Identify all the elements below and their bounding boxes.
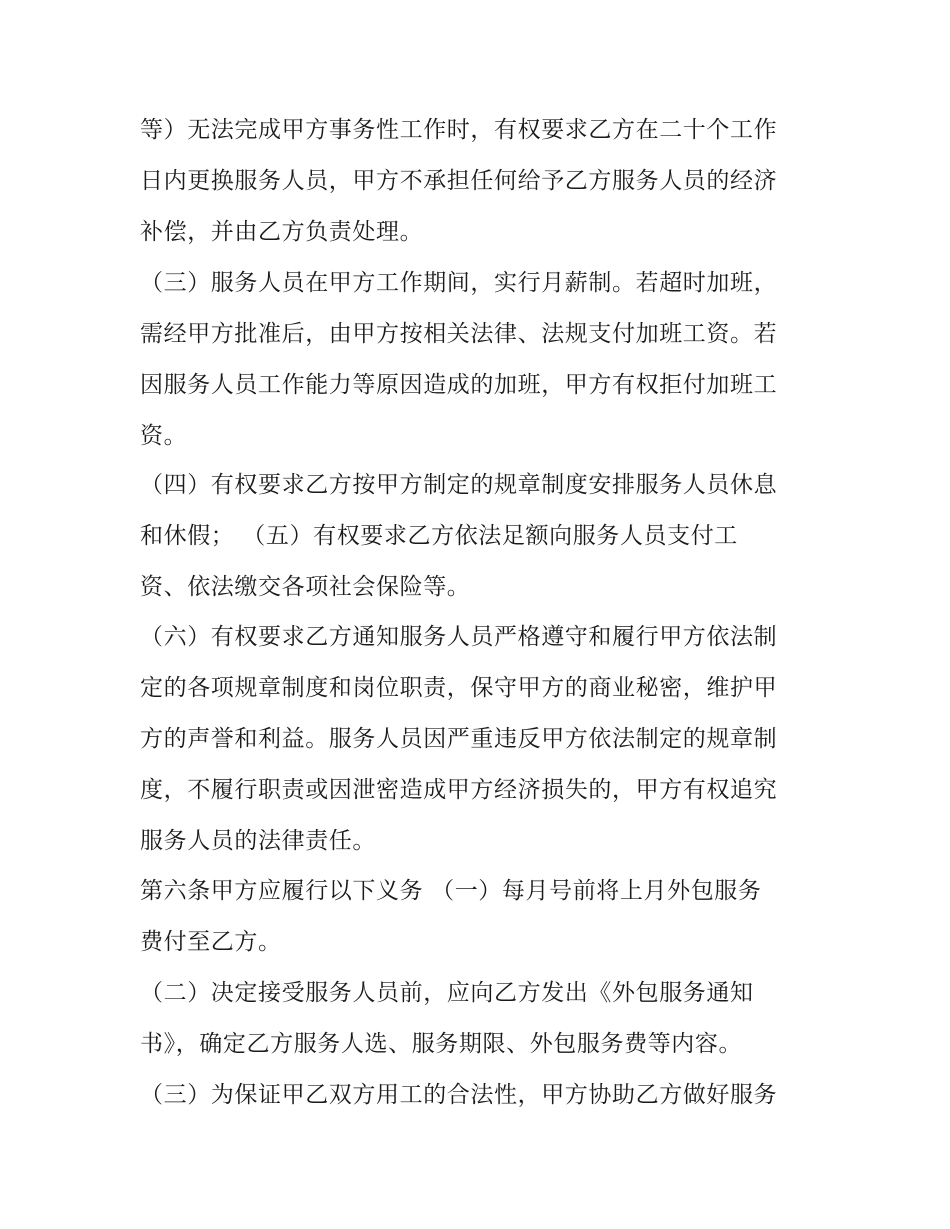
text-line: （六）有权要求乙方通知服务人员严格遵守和履行甲方依法制 xyxy=(140,624,778,650)
text-line: 补偿，并由乙方负责处理。 xyxy=(140,219,424,245)
text-line: 日内更换服务人员，甲方不承担任何给予乙方服务人员的经济 xyxy=(140,168,778,194)
text-line: 方的声誉和利益。服务人员因严重违反甲方依法制定的规章制 xyxy=(140,726,778,752)
text-line: （三）为保证甲乙双方用工的合法性，甲方协助乙方做好服务 xyxy=(140,1082,778,1108)
text-line: 和休假； （五）有权要求乙方依法足额向服务人员支付工 xyxy=(140,523,738,549)
text-line: 资。 xyxy=(140,423,188,449)
text-line: 费付至乙方。 xyxy=(140,929,282,955)
text-line: 定的各项规章制度和岗位职责，保守甲方的商业秘密，维护甲 xyxy=(140,675,778,701)
text-line: 服务人员的法律责任。 xyxy=(140,828,376,854)
text-line: 资、依法缴交各项社会保险等。 xyxy=(140,574,471,600)
text-line: 书》，确定乙方服务人选、服务期限、外包服务费等内容。 xyxy=(140,1031,743,1057)
text-line: （四）有权要求乙方按甲方制定的规章制度安排服务人员休息 xyxy=(140,472,778,498)
text-line: 第六条甲方应履行以下义务 （一）每月号前将上月外包服务 xyxy=(140,878,762,904)
text-line: 需经甲方批准后，由甲方按相关法律、法规支付加班工资。若 xyxy=(140,321,778,347)
text-line: 等）无法完成甲方事务性工作时，有权要求乙方在二十个工作 xyxy=(140,117,778,143)
text-line: 度，不履行职责或因泄密造成甲方经济损失的，甲方有权追究 xyxy=(140,777,778,803)
text-line: （二）决定接受服务人员前，应向乙方发出《外包服务通知 xyxy=(140,980,754,1006)
text-line: 因服务人员工作能力等原因造成的加班，甲方有权拒付加班工 xyxy=(140,372,778,398)
text-line: （三）服务人员在甲方工作期间，实行月薪制。若超时加班， xyxy=(140,270,778,296)
